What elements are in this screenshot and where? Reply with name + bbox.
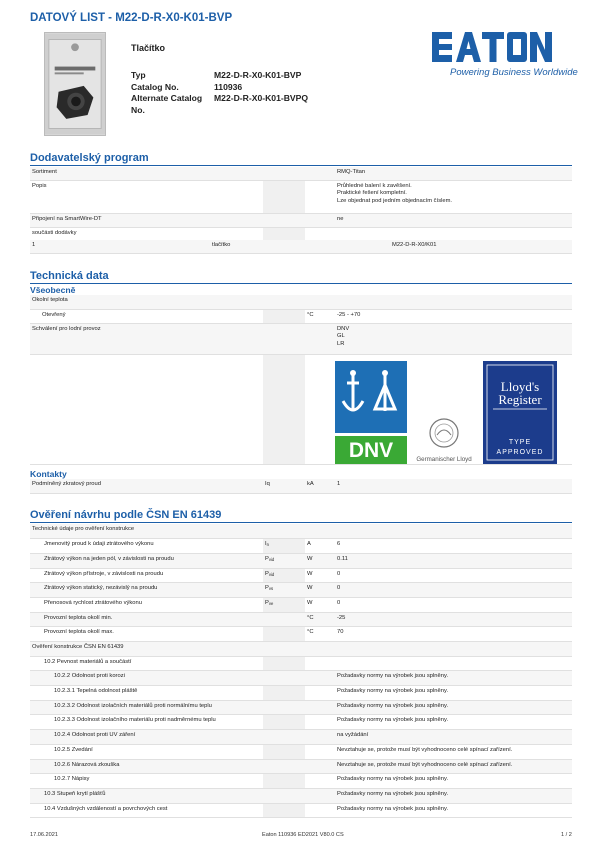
symbol-subscript: vid [268,571,275,577]
row-value: 0 [335,583,572,598]
table-row [30,700,572,715]
row-value [335,524,572,539]
row-label: Okolní teplota [30,295,263,309]
eaton-wordmark [432,30,552,64]
table-row [30,744,572,759]
symbol-main: P [265,555,269,562]
footer-doc-ref: Eaton 110936 ED2021 V80.0 CS [262,832,344,838]
row-label: Sortiment [30,167,263,180]
table-row [30,240,572,253]
lr-text-line2: Register [498,392,542,407]
lloyds-register-logo [483,361,557,464]
table-row [30,213,572,227]
row-unit: W [305,568,335,583]
row-label: 10.2 Pevnost materiálů a součástí [30,656,263,671]
product-package-image [45,33,105,135]
value-line: DNV [337,325,350,332]
spec-row-catalog [131,82,374,94]
row-value [335,180,572,213]
table-row [30,180,572,213]
row-value: 0 [335,568,572,583]
row-symbol: Iq [263,479,305,493]
certification-logos [335,361,557,464]
section-title-verification: Ověření návrhu podle ČSN EN 61439 [30,509,222,521]
footer-date: 17.06.2021 [30,832,58,838]
row-unit: W [305,553,335,568]
item-code: M22-D-R-X0/K01 [390,240,572,253]
subsection-title-contacts: Kontakty [30,469,67,479]
document-title: DATOVÝ LIST - M22-D-R-X0-K01-BVP [30,12,233,24]
row-label: Schválení pro lodní provoz [30,323,263,354]
symbol-subscript: vs [268,586,274,592]
row-symbol [263,671,305,686]
row-symbol [263,553,305,568]
table-row [30,715,572,730]
section-title-technical: Technická data [30,270,109,282]
delivery-items-table [30,240,572,254]
row-label: Připojení na SmartWire-DT [30,213,263,227]
section-rule [30,283,572,284]
row-label: Přenosová rychlost ztrátového výkonu [30,597,263,612]
row-symbol [263,627,305,642]
item-qty: 1 [30,240,210,253]
table-row [30,597,572,612]
footer-page: 1 / 2 [561,832,572,838]
value-line: Průhledné balení k zavěšení. [337,182,412,189]
germanischer-lloyd-logo [411,415,477,465]
row-unit [305,642,335,657]
row-value: RMQ-Titan [335,167,572,180]
item-name: tlačítko [210,240,390,253]
row-unit [305,671,335,686]
table-row [30,656,572,671]
row-value: 0 [335,597,572,612]
row-label: Technické údaje pro ověření konstrukce [30,524,263,539]
row-unit [305,730,335,745]
symbol-main: P [265,599,269,606]
spec-value: M22-D-R-X0-K01-BVPQ [214,93,309,103]
row-label: Jmenovitý proud k údaji ztrátového výkonu [30,539,263,554]
lr-text-line1: Lloyd's [500,379,540,394]
value-line: Lze objednat pod jedním objednacím číslem. [337,197,453,204]
row-label: Provozní teplota okolí min. [30,612,263,627]
row-label: 10.2.4 Odolnost proti UV záření [30,730,263,745]
dnv-logo [335,361,407,464]
row-symbol [263,597,305,612]
table-row [30,803,572,818]
spec-key: Alternate Catalog No. [131,93,203,115]
row-unit [305,715,335,730]
symbol-subscript: vid [268,556,275,562]
row-unit [305,788,335,803]
symbol-subscript: n [266,542,269,548]
row-value: Požadavky normy na výrobek jsou splněny. [335,788,572,803]
table-row [30,730,572,745]
row-unit [305,700,335,715]
table-row [30,309,572,323]
row-label: Otevřený [30,309,263,323]
row-label: 10.4 Vzdušných vzdáleností a povrchových cest [30,803,263,818]
product-name: Tlačítko [131,43,166,53]
row-label: Ztrátový výkon na jeden pól, v závislosti na proudu [30,553,263,568]
row-value: Požadavky normy na výrobek jsou splněny. [335,671,572,686]
spec-value: M22-D-R-X0-K01-BVP [214,70,302,80]
row-unit [305,744,335,759]
row-value: -25 [335,612,572,627]
row-value: Požadavky normy na výrobek jsou splněny. [335,774,572,789]
spec-row-alt-catalog [131,93,374,116]
value-line: LR [337,340,345,347]
row-unit [305,656,335,671]
row-symbol [263,803,305,818]
row-symbol [263,583,305,598]
logo-slogan: Powering Business Worldwide [450,67,578,78]
row-unit [305,524,335,539]
symbol-subscript: ve [268,600,274,606]
dnv-text: DNV [348,439,394,462]
row-symbol [263,774,305,789]
table-row [30,759,572,774]
table-row [30,553,572,568]
table-row [30,642,572,657]
row-symbol [263,524,305,539]
row-label: 10.2.3.2 Odolnost izolačních materiálů proti normálnímu teplu [30,700,263,715]
row-value: na vyžádání [335,730,572,745]
row-symbol [263,656,305,671]
supplier-table [30,167,572,242]
row-symbol [263,700,305,715]
section-rule [30,522,572,523]
row-value: Požadavky normy na výrobek jsou splněny. [335,715,572,730]
lr-approved-text: APPROVED [496,449,544,456]
table-row [30,774,572,789]
row-unit: °C [305,309,335,323]
symbol-main: I [265,541,267,548]
row-value: 0.11 [335,553,572,568]
contacts-table [30,479,572,494]
row-label: 10.2.3.3 Odolnost izolačního materiálu proti nadměrnému teplu [30,715,263,730]
row-label: 10.2.5 Zvedání [30,744,263,759]
row-label: Ověření konstrukce ČSN EN 61439 [30,642,263,657]
row-symbol [263,744,305,759]
row-value [335,656,572,671]
row-label: Podmíněný zkratový proud [30,479,263,493]
table-row [30,788,572,803]
spec-value: 110936 [214,81,243,92]
row-label: 10.2.7 Nápisy [30,774,263,789]
row-value: 70 [335,627,572,642]
verification-table [30,524,572,818]
row-value: Požadavky normy na výrobek jsou splněny. [335,686,572,701]
table-row [30,539,572,554]
table-row [30,479,572,493]
row-symbol [263,788,305,803]
gl-text: Germanischer Lloyd [416,456,472,463]
row-label: Popis [30,180,263,213]
row-label: 10.3 Stupeň krytí plášťů [30,788,263,803]
table-row [30,671,572,686]
row-symbol [263,642,305,657]
spec-row-type [131,70,374,82]
row-symbol [263,568,305,583]
row-value: 1 [335,479,572,493]
row-value: Nevztahuje se, protože musí být vyhodnoceno celé spínací zařízení. [335,744,572,759]
subsection-title-general: Všeobecně [30,285,76,295]
row-unit: A [305,539,335,554]
row-label: Ztrátový výkon statický, nezávislý na proudu [30,583,263,598]
section-title-supplier: Dodavatelský program [30,152,149,164]
row-unit [305,774,335,789]
eaton-logo [420,30,580,82]
row-unit: °C [305,612,335,627]
row-symbol [263,686,305,701]
table-row [30,295,572,309]
value-line: Praktické řešení kompletní. [337,190,407,196]
row-unit [305,803,335,818]
lr-type-text: TYPE [508,439,532,446]
table-row [30,323,572,354]
section-rule [30,165,572,166]
row-value: -25 - +70 [335,309,572,323]
row-unit: °C [305,627,335,642]
table-row [30,686,572,701]
row-value: Požadavky normy na výrobek jsou splněny. [335,803,572,818]
table-row [30,627,572,642]
row-value [335,642,572,657]
row-label: 10.2.2 Odolnost proti korozi [30,671,263,686]
row-label: Provozní teplota okolí max. [30,627,263,642]
product-photo [44,32,106,136]
row-symbol [263,715,305,730]
row-value: Požadavky normy na výrobek jsou splněny. [335,700,572,715]
spec-key: Typ [131,70,146,80]
row-label: Ztrátový výkon přístroje, v závislosti na proudu [30,568,263,583]
row-value [335,323,572,354]
row-label: 10.2.3.1 Tepelná odolnost pláště [30,686,263,701]
symbol-main: P [265,570,269,577]
symbol-main: P [265,585,269,592]
row-symbol [263,759,305,774]
row-symbol [263,612,305,627]
spec-block [131,70,374,116]
row-symbol [263,730,305,745]
table-row [30,583,572,598]
row-value: Nevztahuje se, protože musí být vyhodnoceno celé spínací zařízení. [335,759,572,774]
table-row [30,227,572,241]
table-row [30,524,572,539]
row-label: 10.2.6 Nárazová zkouška [30,759,263,774]
table-row [30,167,572,180]
row-value: ne [335,213,572,227]
row-unit: W [305,597,335,612]
value-line: GL [337,333,345,339]
row-unit [305,686,335,701]
table-row [30,612,572,627]
row-unit: kA [305,479,335,493]
spec-key: Catalog No. [131,81,179,92]
row-symbol [263,539,305,554]
row-value: 6 [335,539,572,554]
row-label: součásti dodávky [30,227,263,241]
row-unit: W [305,583,335,598]
table-row [30,568,572,583]
row-unit [305,759,335,774]
